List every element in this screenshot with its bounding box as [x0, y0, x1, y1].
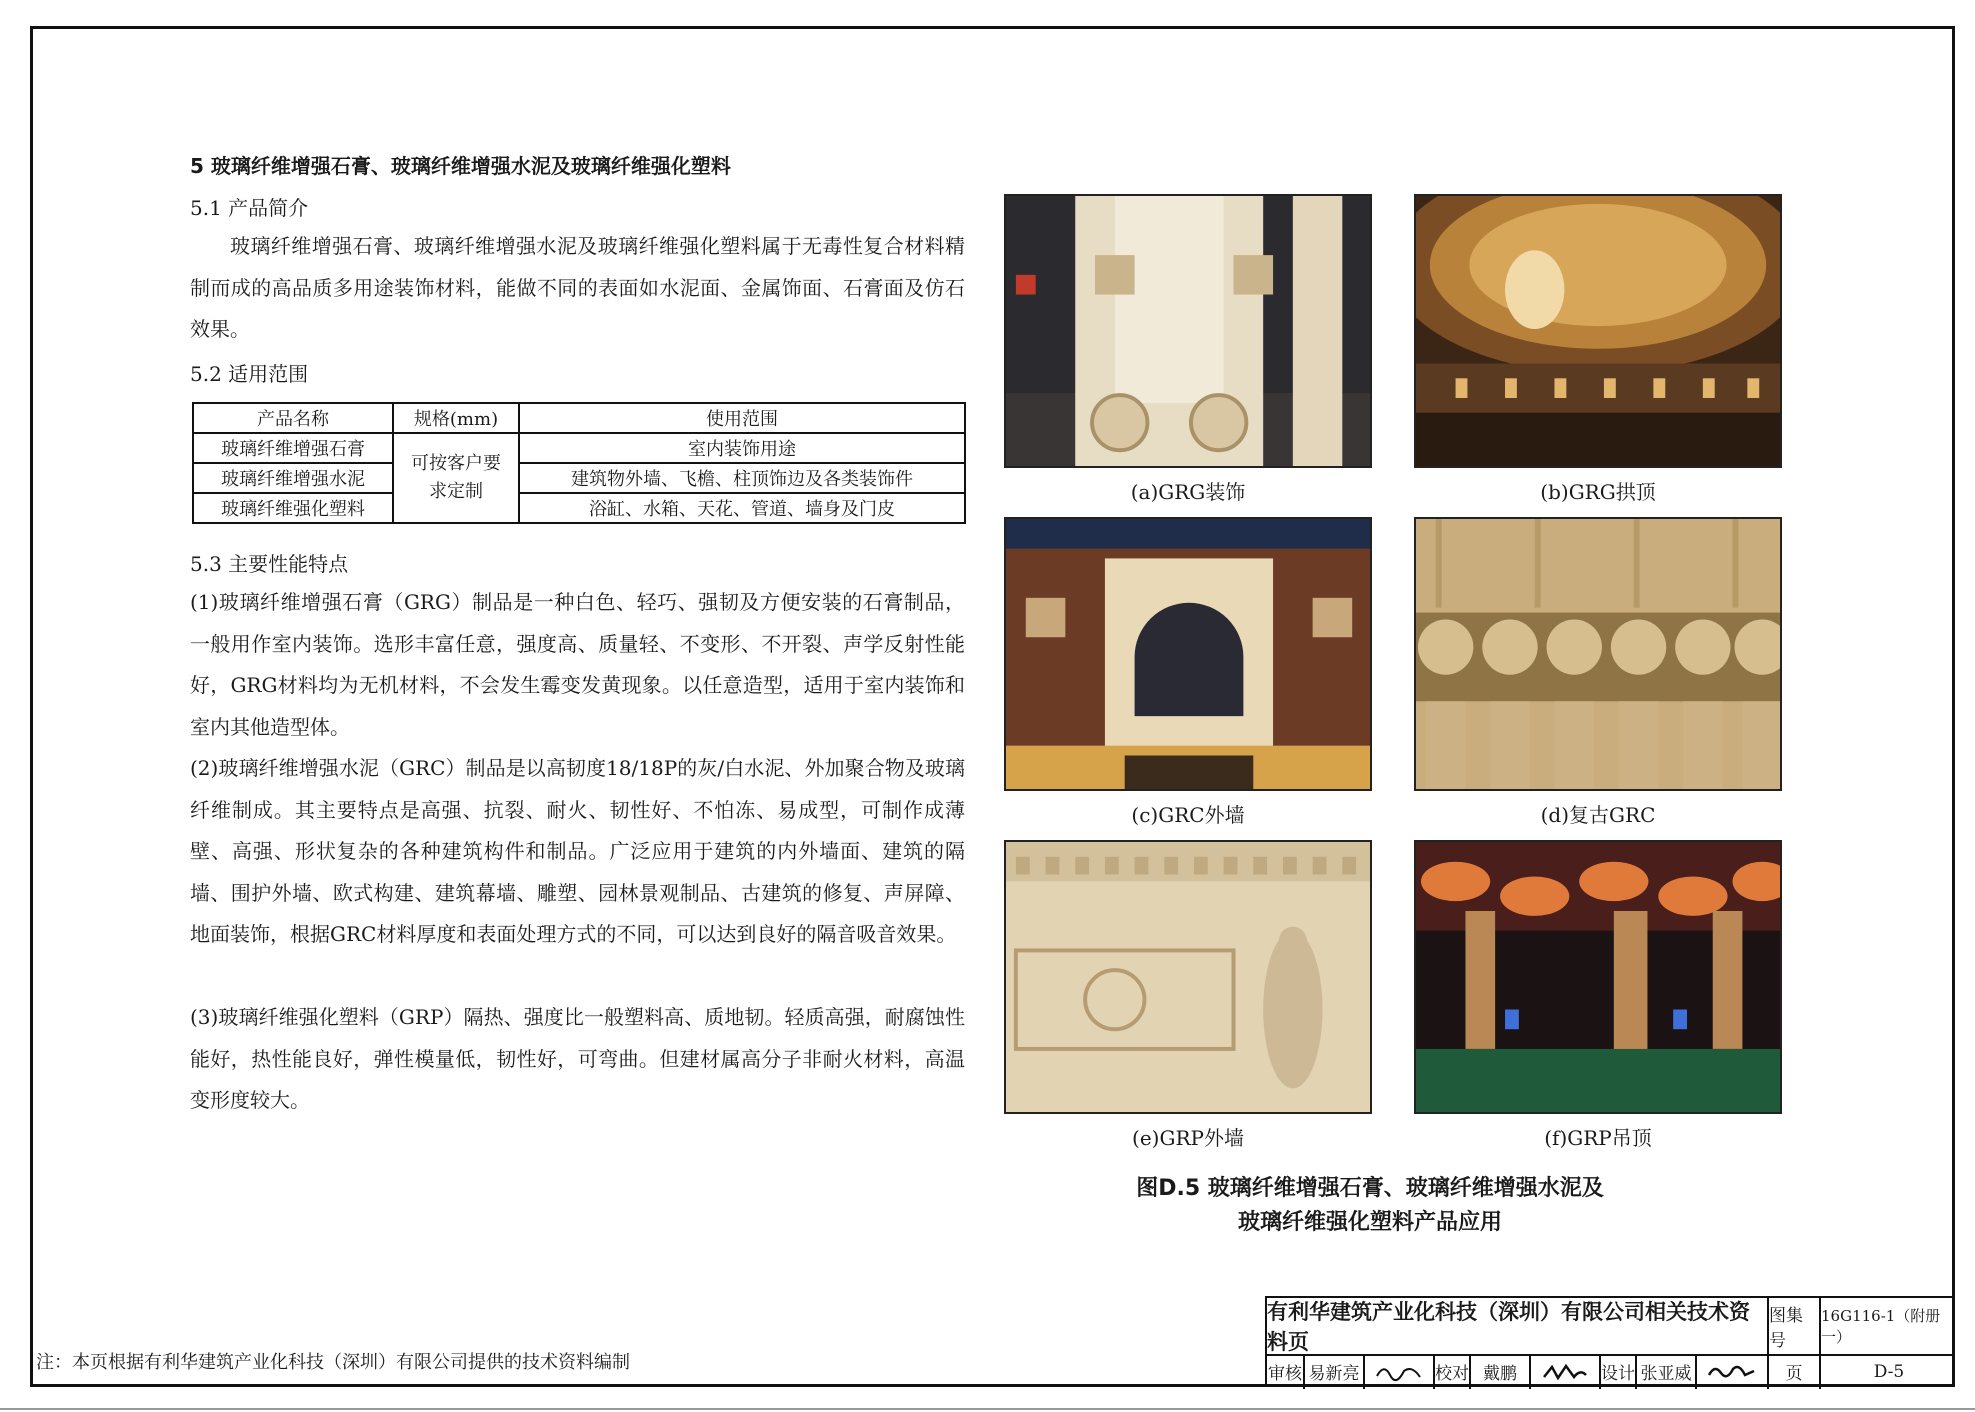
caption-a: (a)GRG装饰: [1130, 480, 1246, 504]
photo-grg-dome: [1414, 194, 1782, 468]
caption-c: (c)GRC外墙: [1131, 803, 1245, 827]
photo-grc-facade: [1004, 517, 1372, 791]
cell-product-name: 玻璃纤维增强石膏: [193, 433, 393, 463]
title-block: [1265, 1296, 1955, 1387]
col-header-spec: 规格(mm): [393, 403, 519, 433]
col-header-name: 产品名称: [193, 403, 393, 433]
title-block-row-1: [1267, 1298, 1953, 1356]
page-bottom-rule: [0, 1408, 1975, 1410]
caption-b: (b)GRG拱顶: [1540, 480, 1656, 504]
cell-product-name: 玻璃纤维强化塑料: [193, 493, 393, 523]
title-block-row-2: [1267, 1354, 1953, 1389]
cell-use: 浴缸、水箱、天花、管道、墙身及门皮: [519, 493, 965, 523]
heading-5-2: 5.2 适用范围: [190, 362, 309, 386]
page-label: 页: [1767, 1354, 1819, 1389]
section-title: 5 玻璃纤维增强石膏、玻璃纤维增强水泥及玻璃纤维强化塑料: [190, 154, 731, 178]
caption-d: (d)复古GRC: [1540, 803, 1656, 827]
photo-grp-ceiling: [1414, 840, 1782, 1114]
feature-paragraph-grg: (1)玻璃纤维增强石膏（GRG）制品是一种白色、轻巧、强韧及方便安装的石膏制品，一般用作室内装饰。选形丰富任意，强度高、质量轻、不变形、不开裂、声学反射性能好，GRG材料均为无机材料，不会发生霉变发黄现象。以任意造型，适用于室内装饰和室内其他造型体。: [190, 590, 965, 739]
checker-signature: [1529, 1354, 1599, 1389]
figure-title-line1: 图D.5 玻璃纤维增强石膏、玻璃纤维增强水泥及: [1136, 1176, 1604, 1201]
heading-5-1: 5.1 产品简介: [190, 196, 309, 220]
col-header-use: 使用范围: [519, 403, 965, 433]
design-label: 设计: [1599, 1354, 1635, 1389]
designer-signature: [1695, 1354, 1767, 1389]
feature-paragraph-grp: (3)玻璃纤维强化塑料（GRP）隔热、强度比一般塑料高、质地韧。轻质高强，耐腐蚀性能好，热性能良好，弹性模量低，韧性好，可弯曲。但建材属高分子非耐火材料，高温变形度较大。: [190, 1005, 965, 1112]
check-label: 校对: [1433, 1354, 1469, 1389]
title-block-main: 有利华建筑产业化科技（深圳）有限公司相关技术资料页: [1267, 1300, 1750, 1354]
table-row: [193, 463, 965, 493]
page-number: D-5: [1819, 1354, 1957, 1389]
photo-grg-decoration: [1004, 194, 1372, 468]
intro-paragraph: 玻璃纤维增强石膏、玻璃纤维增强水泥及玻璃纤维强化塑料属于无毒性复合材料精制而成的高品质多用途装饰材料，能做不同的表面如水泥面、金属饰面、石膏面及仿石效果。: [190, 234, 965, 341]
checker-name: 戴鹏: [1469, 1354, 1529, 1389]
caption-f: (f)GRP吊顶: [1544, 1126, 1652, 1150]
atlas-number: 16G116-1（附册一）: [1819, 1298, 1957, 1354]
cell-spec: 可按客户要求定制: [393, 433, 519, 523]
reviewer-signature: [1363, 1354, 1433, 1389]
page-note: 注：本页根据有利华建筑产业化科技（深圳）有限公司提供的技术资料编制: [36, 1352, 630, 1373]
table-row: [193, 433, 965, 463]
photo-retro-grc: [1414, 517, 1782, 791]
feature-paragraph-grc: (2)玻璃纤维增强水泥（GRC）制品是以高韧度18/18P的灰/白水泥、外加聚合物及玻璃纤维制成。其主要特点是高强、抗裂、耐火、韧性好、不怕冻、易成型，可制作成薄壁、高强、形状复杂的各种建筑构件和制品。广泛应用于建筑的内外墙面、建筑的隔墙、围护外墙、欧式构建、建筑幕墙、雕塑、园林景观制品、古建筑的修复、声屏障、地面装饰，根据GRC材料厚度和表面处理方式的不同，可以达到良好的隔音吸音效果。: [190, 756, 965, 946]
table-row: [193, 493, 965, 523]
figure-title-line2: 玻璃纤维强化塑料产品应用: [1237, 1210, 1502, 1235]
table-header-row: [193, 403, 965, 433]
caption-e: (e)GRP外墙: [1132, 1126, 1244, 1150]
application-table: [192, 402, 966, 524]
designer-name: 张亚威: [1635, 1354, 1695, 1389]
review-label: 审核: [1268, 1364, 1302, 1384]
atlas-label: 图集号: [1767, 1298, 1819, 1354]
reviewer-name: 易新亮: [1303, 1354, 1363, 1389]
cell-use: 建筑物外墙、飞檐、柱顶饰边及各类装饰件: [519, 463, 965, 493]
cell-use: 室内装饰用途: [519, 433, 965, 463]
cell-product-name: 玻璃纤维增强水泥: [193, 463, 393, 493]
heading-5-3: 5.3 主要性能特点: [190, 552, 349, 576]
photo-grp-wall: [1004, 840, 1372, 1114]
